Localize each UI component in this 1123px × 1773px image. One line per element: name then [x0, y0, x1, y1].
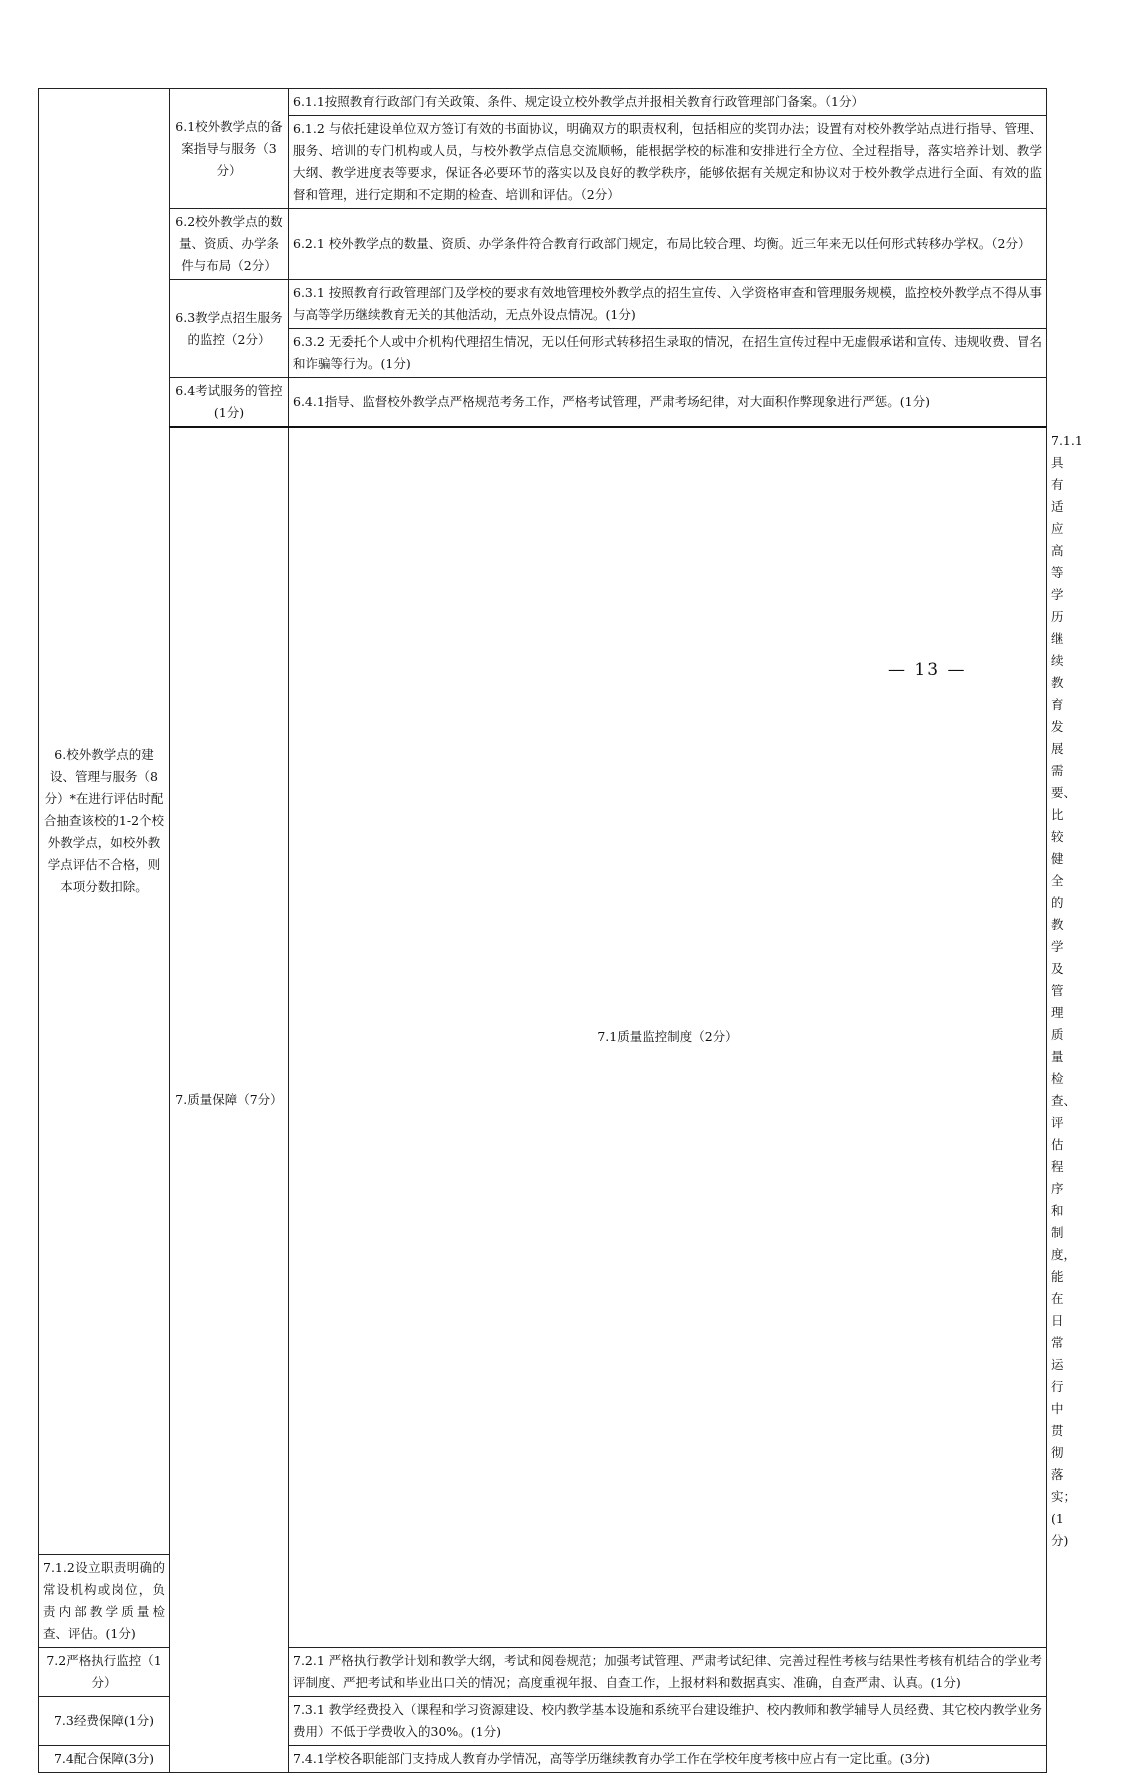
criterion-text: 7.2.1 严格执行教学计划和教学大纲，考试和阅卷规范；加强考试管理、严肃考试纪律、完善过程性考核与结果性考核有机结合的学业考评制度、严把考试和毕业出口关的情况；高度重视年报、自查工作，上报材料和数据真实、准确，自查严肃、认真。(1分): [289, 1647, 1047, 1696]
subsection-title: 6.1校外教学点的备案指导与服务（3分）: [170, 89, 289, 209]
subsection-title: 6.3教学点招生服务的监控（2分）: [170, 280, 289, 378]
criterion-text: 7.4.1学校各职能部门支持成人教育办学情况，高等学历继续教育办学工作在学校年度考核中应占有一定比重。(3分): [289, 1745, 1047, 1772]
criterion-text: 7.1.2设立职责明确的常设机构或岗位，负责内部教学质量检查、评估。(1分): [39, 1554, 170, 1647]
subsection-title: 7.1质量监控制度（2分）: [289, 427, 1047, 1647]
section-title: 7.质量保障（7分）: [170, 427, 289, 1772]
subsection-title: 7.3经费保障(1分): [39, 1696, 170, 1745]
table-row: 7.质量保障（7分） 7.1质量监控制度（2分） 7.1.1 具有适应高等学历继续教育发展需要、比较健全的教学及管理质量检查、评估程序和制度，能在日常运行中贯彻落实；(1分): [39, 427, 1047, 1554]
criterion-text: 6.1.1按照教育行政部门有关政策、条件、规定设立校外教学点并报相关教育行政管理部门备案。（1分）: [289, 89, 1047, 116]
table-row: [39, 89, 1047, 116]
page-number: — 13 —: [888, 660, 967, 680]
subsection-title: 7.2严格执行监控（1分）: [39, 1647, 170, 1696]
table-row: [39, 280, 1047, 329]
section-title: 6.校外教学点的建设、管理与服务（8分）*在进行评估时配合抽查该校的1-2个校外教学点，如校外教学点评估不合格，则本项分数扣除。: [39, 89, 170, 1555]
criterion-text: 6.4.1指导、监督校外教学点严格规范考务工作，严格考试管理，严肃考场纪律，对大面积作弊现象进行严惩。(1分): [289, 378, 1047, 428]
criterion-text: 7.3.1 教学经费投入（课程和学习资源建设、校内教学基本设施和系统平台建设维护、校内教师和教学辅导人员经费、其它校内教学业务费用）不低于学费收入的30%。(1分): [289, 1696, 1047, 1745]
table-row: [39, 209, 1047, 280]
evaluation-table: [38, 88, 1083, 1773]
criterion-text: 6.3.1 按照教育行政管理部门及学校的要求有效地管理校外教学点的招生宣传、入学资格审查和管理服务规模，监控校外教学点不得从事与高等学历继续教育无关的其他活动，无点外设点情况。(1分): [289, 280, 1047, 329]
subsection-title: 7.4配合保障(3分): [39, 1745, 170, 1772]
subsection-title: 6.4考试服务的管控(1分): [170, 378, 289, 428]
criterion-text: 6.1.2 与依托建设单位双方签订有效的书面协议，明确双方的职责权利，包括相应的奖罚办法；设置有对校外教学站点进行指导、管理、服务、培训的专门机构或人员，与校外教学点信息交流顺畅，能根据学校的标准和安排进行全方位、全过程指导，落实培养计划、教学大纲、教学进度表等要求，保证各必要环节的落实以及良好的教学秩序，能够依据有关规定和协议对于校外教学点进行全面、有效的监督和管理，进行定期和不定期的检查、培训和评估。（2分）: [289, 116, 1047, 209]
criterion-text: 6.3.2 无委托个人或中介机构代理招生情况，无以任何形式转移招生录取的情况，在招生宣传过程中无虚假承诺和宣传、违规收费、冒名和诈骗等行为。(1分): [289, 329, 1047, 378]
subsection-title: 6.2校外教学点的数量、资质、办学条件与布局（2分）: [170, 209, 289, 280]
table-row: [39, 378, 1047, 428]
criterion-text: 6.2.1 校外教学点的数量、资质、办学条件符合教育行政部门规定，布局比较合理、均衡。近三年来无以任何形式转移办学权。（2分）: [289, 209, 1047, 280]
